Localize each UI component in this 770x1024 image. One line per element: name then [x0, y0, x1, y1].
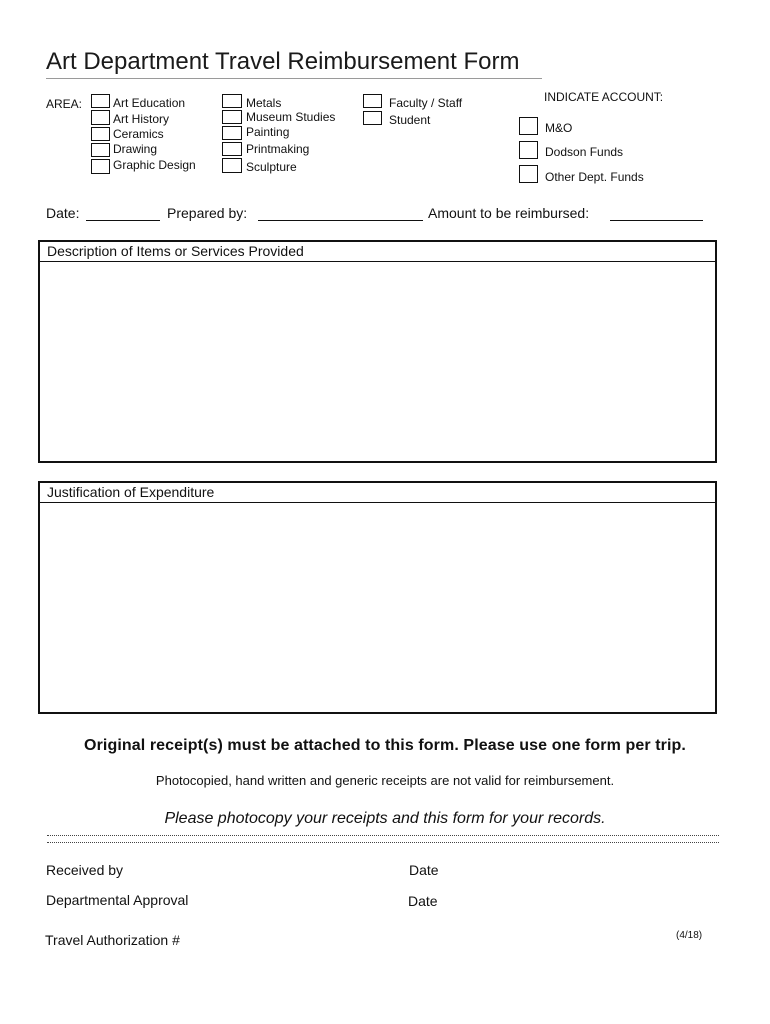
checkbox-other-dept-funds[interactable] [519, 165, 538, 183]
label-m-and-o: M&O [545, 121, 573, 135]
travel-authorization-label: Travel Authorization # [45, 932, 180, 948]
label-graphic-design: Graphic Design [113, 158, 196, 172]
approval-date-label: Date [408, 893, 438, 909]
label-drawing: Drawing [113, 142, 158, 156]
prepared-by-label: Prepared by: [167, 205, 248, 221]
received-date-label: Date [409, 862, 439, 878]
area-label: AREA: [46, 97, 83, 111]
checkbox-art-history[interactable] [91, 110, 110, 125]
description-box [38, 240, 717, 463]
label-other-dept-funds: Other Dept. Funds [545, 170, 644, 184]
checkbox-dodson-funds[interactable] [519, 141, 538, 159]
justification-field[interactable] [40, 503, 715, 712]
checkbox-drawing[interactable] [91, 143, 110, 157]
justification-box [38, 481, 717, 714]
checkbox-faculty-staff[interactable] [363, 94, 382, 108]
amount-field[interactable] [610, 206, 703, 221]
checkbox-ceramics[interactable] [91, 127, 110, 141]
dotted-divider-bottom [47, 842, 719, 843]
justification-header: Justification of Expenditure [40, 483, 715, 503]
records-notice: Please photocopy your receipts and this form for your records. [164, 810, 606, 827]
checkbox-art-education[interactable] [91, 94, 110, 108]
date-field[interactable] [86, 206, 160, 221]
checkbox-sculpture[interactable] [222, 158, 242, 173]
label-ceramics: Ceramics [113, 127, 164, 141]
amount-label: Amount to be reimbursed: [428, 205, 590, 221]
checkbox-student[interactable] [363, 111, 382, 125]
description-header: Description of Items or Services Provided [40, 242, 715, 262]
checkbox-painting[interactable] [222, 126, 242, 140]
label-dodson-funds: Dodson Funds [545, 145, 624, 159]
receipt-notice: Original receipt(s) must be attached to this form. Please use one form per trip. [84, 737, 686, 754]
label-sculpture: Sculpture [246, 160, 297, 174]
checkbox-metals[interactable] [222, 94, 242, 108]
label-printmaking: Printmaking [246, 142, 310, 156]
label-faculty-staff: Faculty / Staff [389, 96, 463, 110]
checkbox-m-and-o[interactable] [519, 117, 538, 135]
checkbox-printmaking[interactable] [222, 142, 242, 156]
departmental-approval-label: Departmental Approval [46, 892, 189, 908]
dotted-divider-top [47, 835, 719, 836]
received-by-label: Received by [46, 862, 124, 878]
label-museum-studies: Museum Studies [246, 110, 336, 124]
label-art-education: Art Education [113, 96, 186, 110]
checkbox-museum-studies[interactable] [222, 110, 242, 124]
checkbox-graphic-design[interactable] [91, 159, 110, 174]
prepared-by-field[interactable] [258, 206, 423, 221]
date-label: Date: [46, 205, 80, 221]
revision-date: (4/18) [676, 930, 703, 941]
label-painting: Painting [246, 125, 290, 139]
form-title: Art Department Travel Reimbursement Form [46, 48, 542, 79]
description-field[interactable] [40, 262, 715, 461]
label-art-history: Art History [113, 112, 170, 126]
label-student: Student [389, 113, 431, 127]
photocopy-warning: Photocopied, hand written and generic receipts are not valid for reimbursement. [155, 773, 615, 788]
indicate-account-label: INDICATE ACCOUNT: [544, 90, 664, 104]
label-metals: Metals [246, 96, 282, 110]
